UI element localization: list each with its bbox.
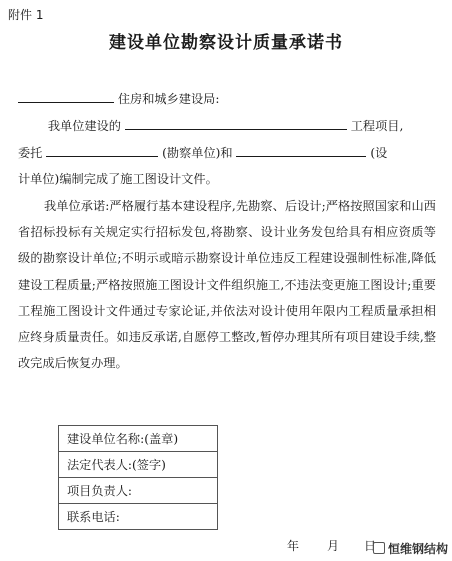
addressee-suffix: 住房和城乡建设局: <box>117 92 220 106</box>
table-row <box>59 478 218 504</box>
project-name-blank <box>125 117 347 130</box>
survey-unit-blank <box>46 144 158 157</box>
wechat-icon <box>373 542 385 554</box>
design-unit-blank <box>236 144 366 157</box>
entrust-line <box>18 144 436 161</box>
watermark-text: 恒维钢结构 <box>387 542 448 556</box>
legal-representative-cell[interactable]: 法定代表人:(签字) <box>59 452 218 478</box>
signature-table <box>58 425 218 530</box>
attachment-label: 附件 1 <box>8 8 44 22</box>
construction-unit-name-cell[interactable]: 建设单位名称:(盖章) <box>59 426 218 452</box>
project-prefix: 我单位建设的 <box>47 119 121 133</box>
watermark <box>373 540 448 557</box>
entrust-suffix: (设 <box>370 146 388 160</box>
page-title: 建设单位勘察设计质量承诺书 <box>109 33 343 53</box>
project-line <box>18 117 436 134</box>
addressee-line <box>18 90 436 107</box>
entrust-middle: (勘察单位)和 <box>162 146 233 160</box>
date-day: 日 <box>364 539 377 553</box>
design-completed-line: 计单位)编制完成了施工图设计文件。 <box>18 172 218 186</box>
table-row <box>59 426 218 452</box>
addressee-blank <box>18 90 114 103</box>
date-month: 月 <box>327 539 340 553</box>
project-suffix: 工程项目, <box>350 119 404 133</box>
date-year: 年 <box>287 539 300 553</box>
contact-phone-cell[interactable]: 联系电话: <box>59 504 218 530</box>
project-leader-cell[interactable]: 项目负责人: <box>59 478 218 504</box>
table-row <box>59 452 218 478</box>
table-row <box>59 504 218 530</box>
entrust-prefix: 委托 <box>18 146 43 160</box>
commitment-paragraph: 我单位承诺:严格履行基本建设程序,先勘察、后设计;严格按照国家和山西省招标投标有关规定实行招标发包,将勘察、设计业务发包给具有相应资质等级的勘察设计单位;不明示或暗示勘察设计单位违反工程建设强制性标准,降低建设工程质量;严格按照施工图设计文件组织施工,不违法变更施工图设计;重要工程施工图设计文件通过专家论证,并依法对设计使用年限内工程质量承担相应终身质量责任。如违反承诺,自愿停工整改,暂停办理其所有项目建设手续,整改完成后恢复办理。 <box>18 199 436 371</box>
